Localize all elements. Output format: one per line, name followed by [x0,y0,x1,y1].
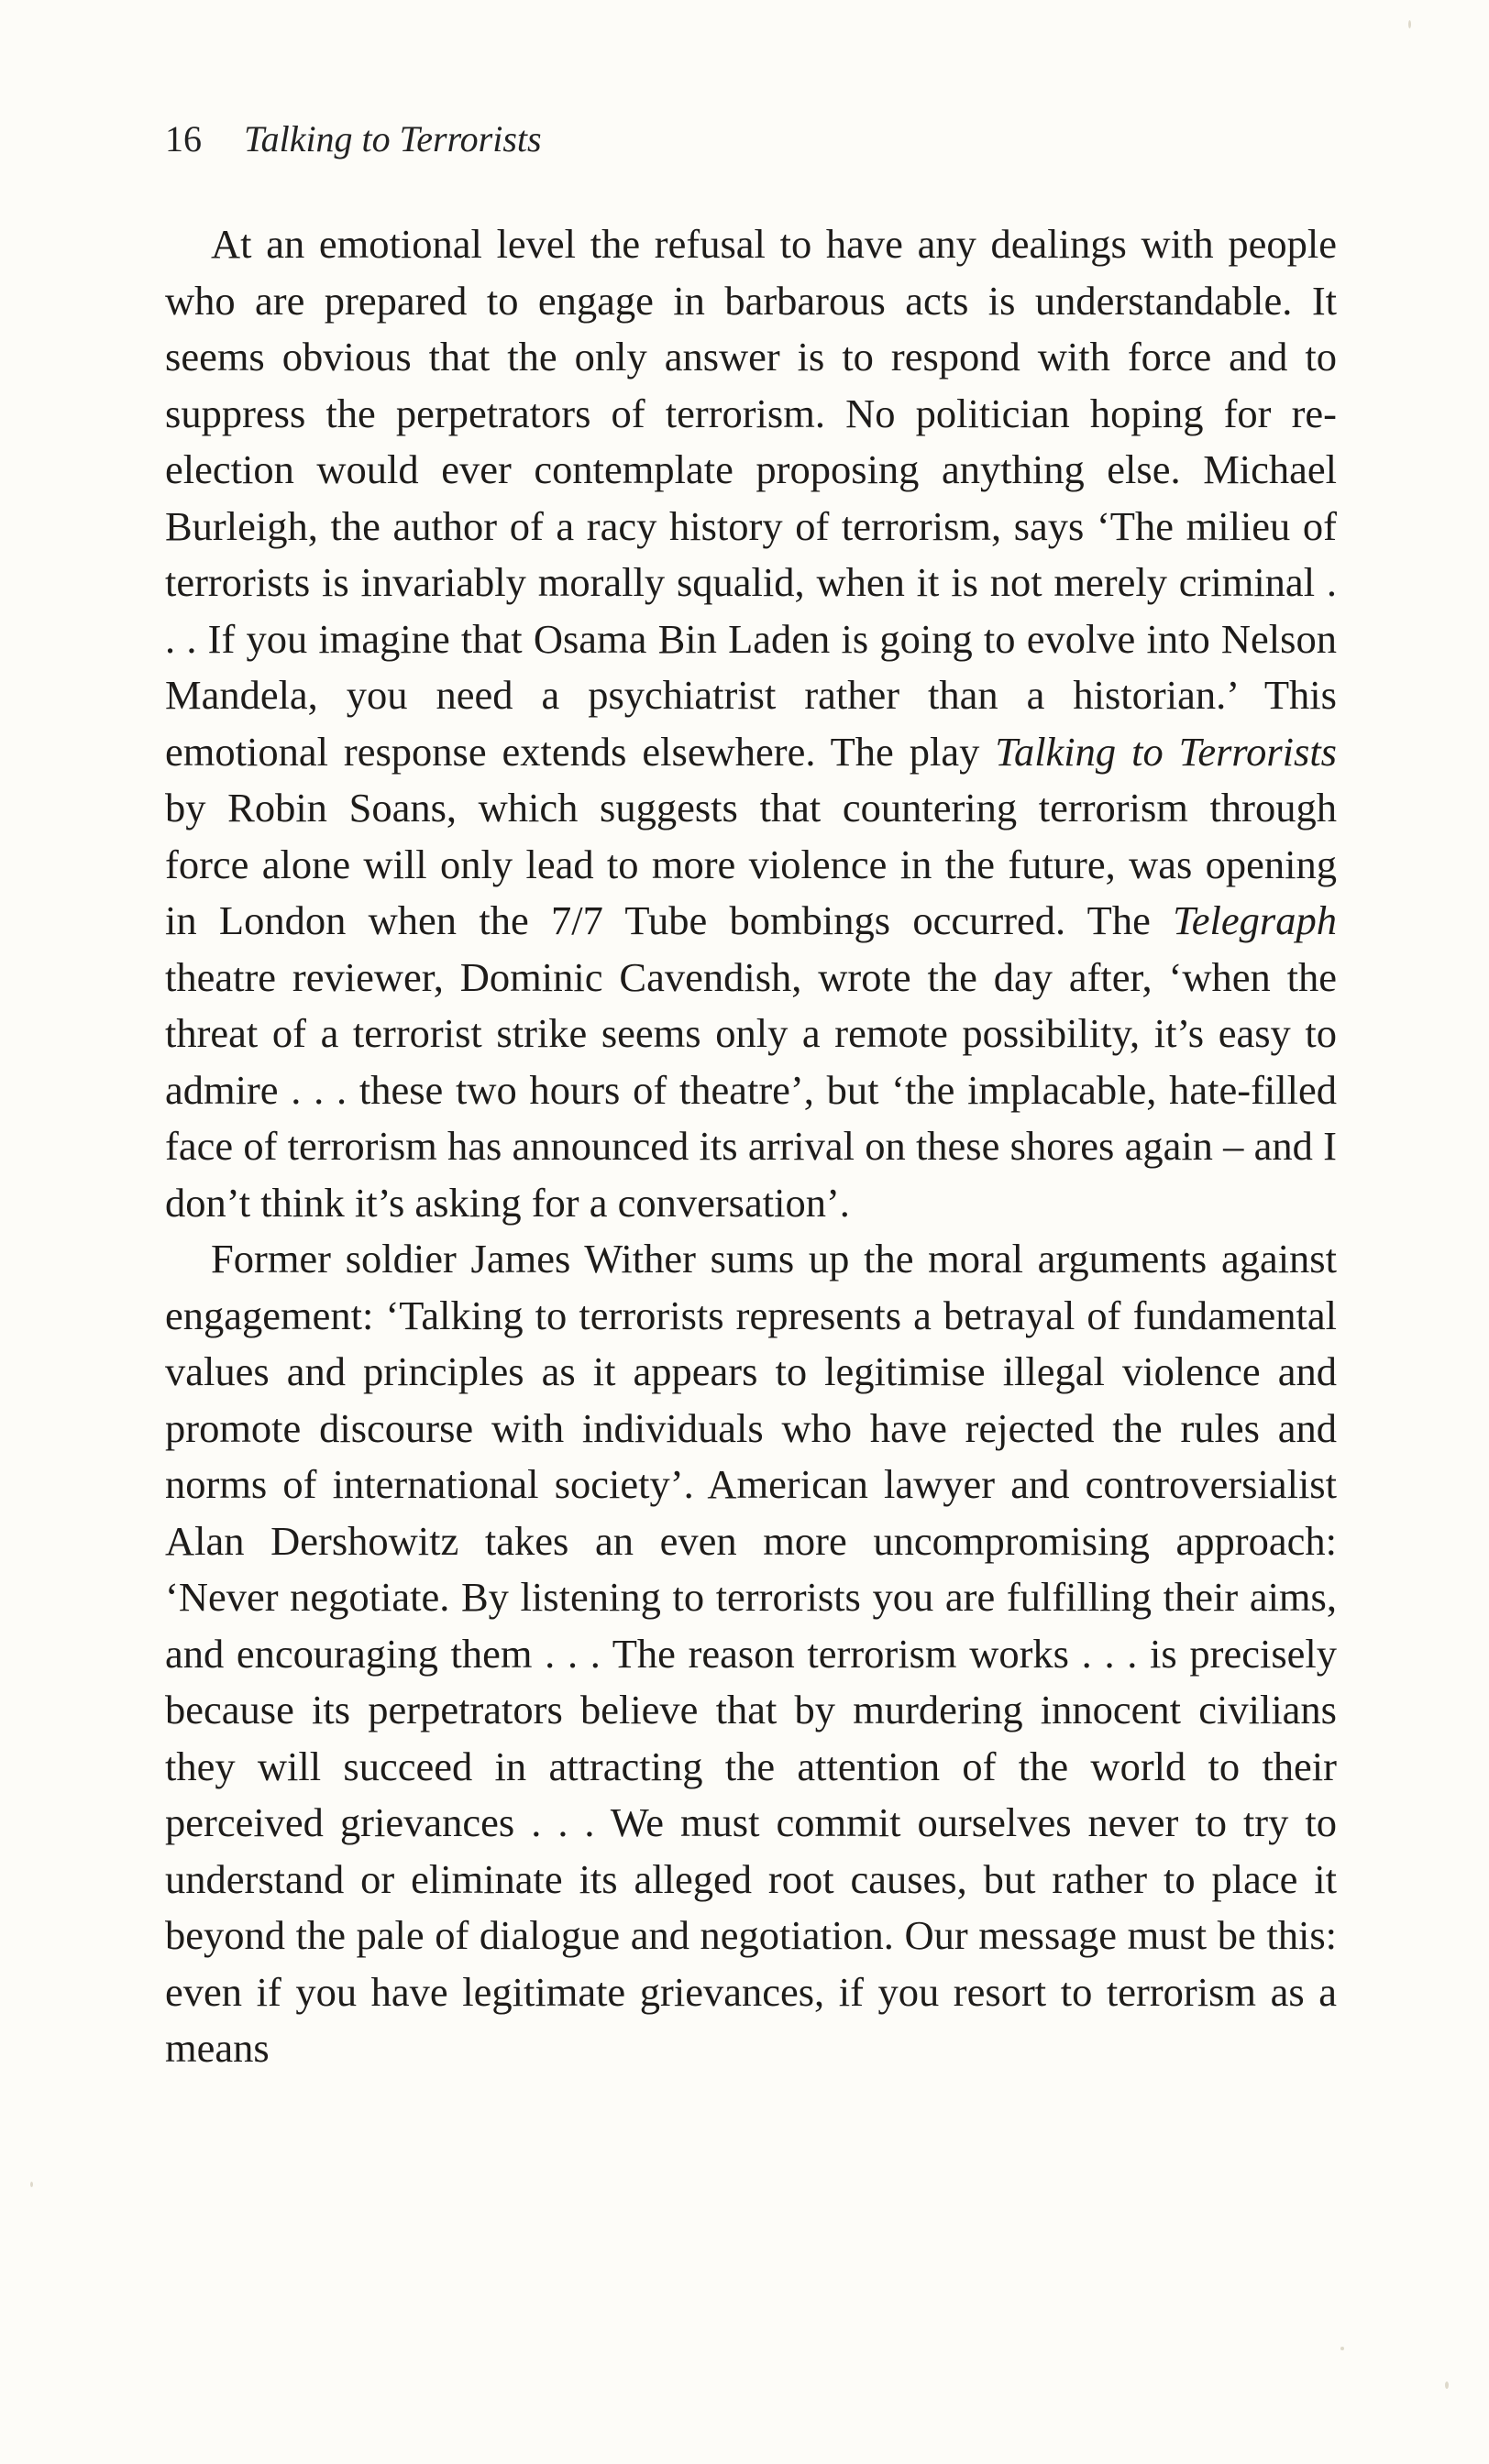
paper-speck [1445,2382,1449,2389]
paper-speck [1408,20,1411,28]
running-head [165,117,542,161]
page-number: 16 [165,118,202,160]
running-title: Talking to Terrorists [244,118,542,160]
text-run: Former soldier James Wither sums up the moral arguments against engagement: ‘Talking to terrorists represents a betrayal of fundamental values and principles as it appears to legitimise illegal violence and promote discourse with individuals who have rejected the rules and norms of international society’. American lawyer and controversialist Alan Dershowitz takes an even more uncompromising approach: ‘Never negotiate. By listening to terrorists you are fulfilling their aims, and encouraging them . . . The reason terrorism works . . . is precisely because its perpetrators believe that by murdering innocent civilians they will succeed in attracting the attention of the world to their perceived grievances . . . We must commit ourselves never to try to understand or eliminate its alleged root causes, but rather to place it beyond the pale of dialogue and negotiation. Our message must be this: even if you have legitimate grievances, if you resort to terrorism as a means [165,1236,1337,2071]
paper-speck [1340,2347,1344,2350]
text-run: theatre reviewer, Dominic Cavendish, wrote the day after, ‘when the threat of a terrorist strike seems only a remote possibility, it’s easy to admire . . . these two hours of theatre’, but ‘the implacable, hate-filled face of terrorism has announced its arrival on these shores again – and I don’t think it’s asking for a conversation’. [165,953,1337,1226]
paper-speck [30,2182,33,2187]
body-text [165,216,1337,2077]
italic-newspaper-title: Telegraph [1173,897,1337,943]
paragraph-2 [165,1231,1337,2077]
italic-play-title: Talking to Terrorists [995,728,1338,775]
paragraph-1 [165,216,1337,1231]
text-run: At an emotional level the refusal to have any dealings with people who are prepared to engage in barbarous acts is understandable. It seems obvious that the only answer is to respond with force and to suppress the perpetrators of terrorism. No politician hoping for re-election would ever contemplate proposing anything else. Michael Burleigh, the author of a racy history of terrorism, says ‘The milieu of terrorists is invariably morally squalid, when it is not merely criminal . . . If you imagine that Osama Bin Laden is going to evolve into Nelson Mandela, you need a psychiatrist rather than a historian.’ This emotional response extends elsewhere. The play [165,221,1337,775]
text-run: by Robin Soans, which suggests that countering terrorism through force alone will only lead to more violence in the future, was opening in London when the 7/7 Tube bombings occurred. The [165,785,1337,943]
